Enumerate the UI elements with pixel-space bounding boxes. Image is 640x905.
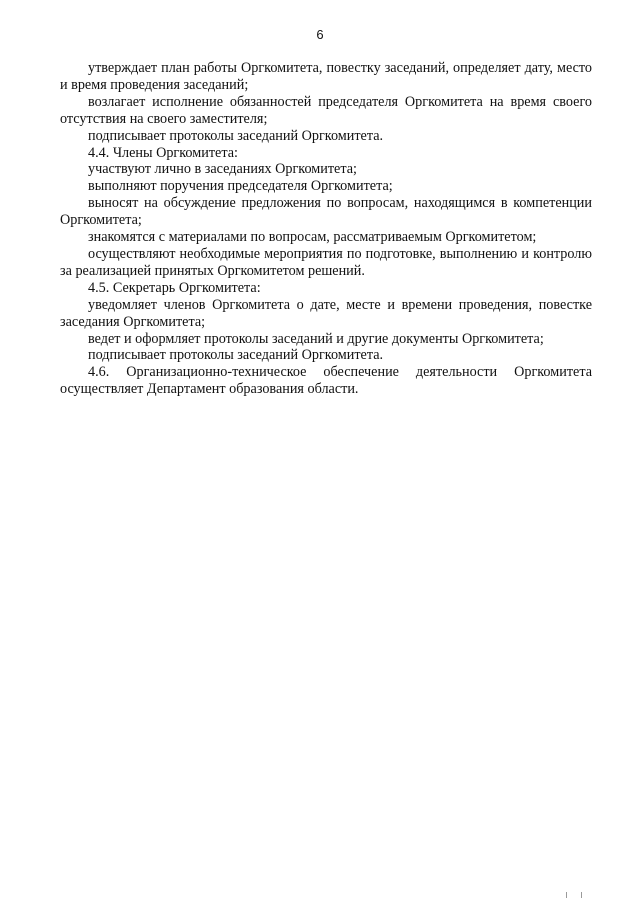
paragraph-members-propose: выносят на обсуждение предложения по вопросам, находящимся в компетенции Оргкомитета; <box>60 195 592 229</box>
paragraph-members-participate: участвуют лично в заседаниях Оргкомитета; <box>88 161 357 178</box>
section-heading-members: 4.4. Члены Оргкомитета: <box>88 144 238 161</box>
paragraph-chair-signs-protocols: подписывает протоколы заседаний Оргкомитета. <box>88 127 384 144</box>
paragraph-members-execute-orders: выполняют поручения председателя Оргкомитета; <box>88 178 393 195</box>
paragraph-approves-plan: утверждает план работы Оргкомитета, повестку заседаний, определяет дату, место и время проведения заседаний; <box>60 60 592 93</box>
paragraph-delegates-duties: возлагает исполнение обязанностей председателя Оргкомитета на время своего отсутствия на своего заместителя; <box>60 93 592 127</box>
paragraph-technical-support: 4.6. Организационно-техническое обеспечение деятельности Оргкомитета осуществляет Департамент образования области. <box>60 364 592 398</box>
section-heading-secretary: 4.5. Секретарь Оргкомитета: <box>88 279 261 296</box>
paragraph-members-implement: осуществляют необходимые мероприятия по подготовке, выполнению и контролю за реализацией принятых Оргкомитетом решений. <box>60 245 592 279</box>
paragraph-secretary-notifies: уведомляет членов Оргкомитета о дате, месте и времени проведения, повестке заседания Оргкомитета; <box>60 296 592 330</box>
page-number: 6 <box>316 27 324 42</box>
paragraph-secretary-keeps-protocols: ведет и оформляет протоколы заседаний и другие документы Оргкомитета; <box>88 330 544 347</box>
document-body <box>60 60 592 398</box>
paragraph-members-review-materials: знакомятся с материалами по вопросам, рассматриваемым Оргкомитетом; <box>88 229 537 246</box>
scan-mark <box>566 892 590 898</box>
paragraph-secretary-signs-protocols: подписывает протоколы заседаний Оргкомитета. <box>88 347 384 364</box>
